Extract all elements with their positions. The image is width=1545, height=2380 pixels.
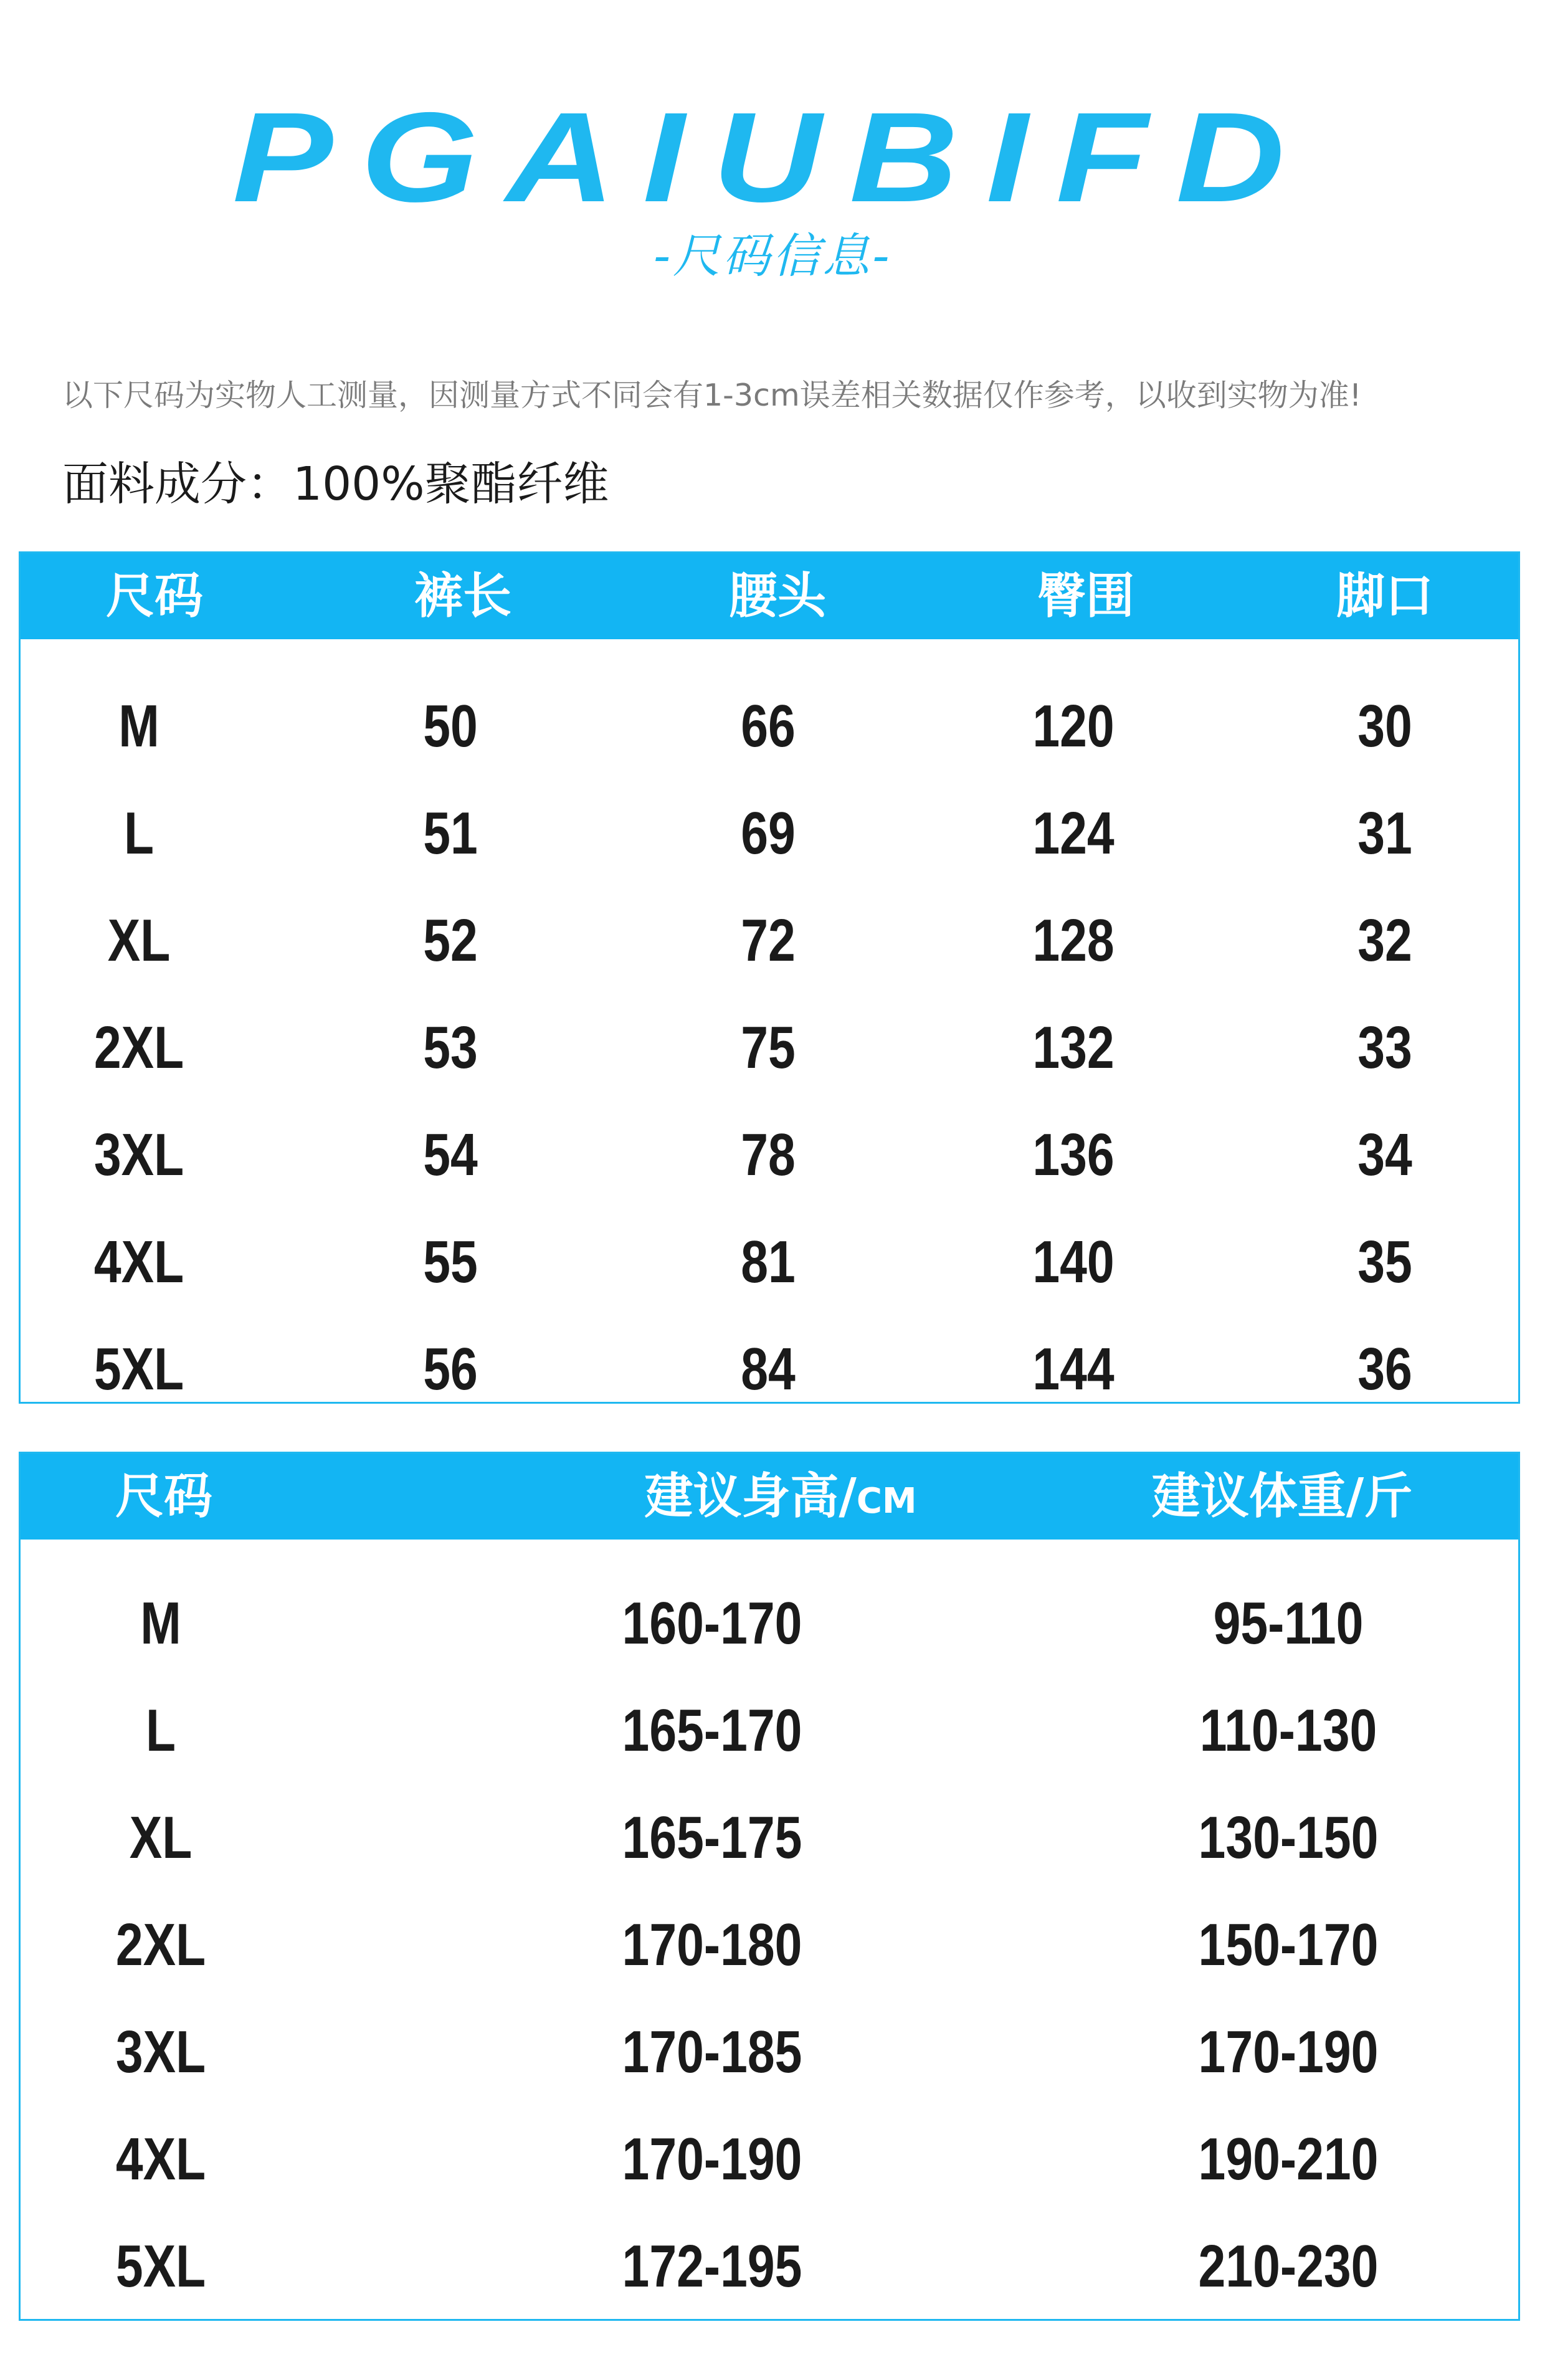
value-cell: 35: [1357, 1229, 1412, 1295]
value-cell: 172-195: [622, 2233, 802, 2300]
size-label-cell: 3XL: [93, 1121, 184, 1188]
size-measurement-table: [19, 551, 1520, 1404]
table-row: [21, 1999, 1518, 2105]
value-cell: 69: [741, 800, 796, 867]
value-cell: 165-170: [622, 1697, 802, 1764]
value-cell: 170-190: [1198, 2019, 1379, 2085]
table-row: [21, 1678, 1518, 1784]
header-height-label: 建议身高/: [644, 1468, 857, 1525]
brand-logo: PGAIUBIFD: [232, 86, 1313, 229]
value-cell: 53: [423, 1014, 478, 1081]
value-cell: 170-185: [622, 2019, 802, 2085]
table-row: [21, 1102, 1518, 1208]
value-cell: 170-190: [622, 2126, 802, 2192]
value-cell: 110-130: [1199, 1697, 1377, 1764]
value-cell: 32: [1357, 907, 1412, 974]
size-label-cell: XL: [107, 907, 171, 974]
value-cell: 34: [1357, 1121, 1412, 1188]
value-cell: 170-180: [622, 1911, 802, 1978]
header-recommended-weight: 建议体重/斤: [1151, 1468, 1413, 1525]
value-cell: 56: [423, 1336, 478, 1402]
value-cell: 150-170: [1198, 1911, 1379, 1978]
size-label-cell: 4XL: [93, 1229, 184, 1295]
table-row: [21, 674, 1518, 779]
header-leg-opening: 脚口: [1336, 568, 1433, 624]
value-cell: 210-230: [1198, 2233, 1379, 2300]
value-cell: 50: [423, 693, 478, 759]
value-cell: 95-110: [1213, 1590, 1364, 1657]
table-header: [21, 1454, 1518, 1540]
size-label-cell: M: [140, 1590, 181, 1657]
table-header: [21, 553, 1518, 639]
size-label-cell: 2XL: [115, 1911, 206, 1978]
table-row: [21, 1571, 1518, 1677]
value-cell: 54: [423, 1121, 478, 1188]
size-label-cell: M: [118, 693, 159, 759]
table-row: [21, 1892, 1518, 1998]
size-label-cell: 2XL: [93, 1014, 184, 1081]
value-cell: 78: [741, 1121, 796, 1188]
table-row: [21, 781, 1518, 887]
header-pants-length: 裤长: [414, 568, 511, 624]
value-cell: 160-170: [622, 1590, 802, 1657]
value-cell: 140: [1032, 1229, 1115, 1295]
value-cell: 36: [1357, 1336, 1412, 1402]
measurement-note: 以下尺码为实物人工测量，因测量方式不同会有1-3cm误差相关数据仅作参考，以收到实物为准!: [62, 378, 1362, 413]
value-cell: 51: [423, 800, 478, 867]
value-cell: 81: [741, 1229, 796, 1295]
value-cell: 55: [423, 1229, 478, 1295]
value-cell: 128: [1032, 907, 1115, 974]
value-cell: 144: [1032, 1336, 1115, 1402]
table-row: [21, 2106, 1518, 2212]
value-cell: 124: [1032, 800, 1115, 867]
size-label-cell: XL: [129, 1804, 193, 1871]
value-cell: 52: [423, 907, 478, 974]
value-cell: 30: [1357, 693, 1412, 759]
table-row: [21, 888, 1518, 994]
table-row: [21, 2214, 1518, 2320]
table-row: [21, 1785, 1518, 1891]
size-label-cell: 5XL: [115, 2233, 206, 2300]
value-cell: 130-150: [1198, 1804, 1379, 1871]
page-subtitle: -尺码信息-: [653, 228, 892, 283]
header-size: 尺码: [115, 1468, 212, 1525]
value-cell: 84: [741, 1336, 796, 1402]
value-cell: 190-210: [1198, 2126, 1379, 2192]
value-cell: 72: [741, 907, 796, 974]
value-cell: 132: [1032, 1014, 1115, 1081]
size-label-cell: 4XL: [115, 2126, 206, 2192]
value-cell: 165-175: [622, 1804, 802, 1871]
size-recommendation-table: [19, 1452, 1520, 2321]
size-label-cell: L: [123, 800, 154, 867]
header-height-unit: CM: [856, 1481, 917, 1521]
size-label-cell: 5XL: [93, 1336, 184, 1402]
table-row: [21, 1316, 1518, 1422]
value-cell: 33: [1357, 1014, 1412, 1081]
table-row: [21, 995, 1518, 1101]
header-recommended-height: [506, 1454, 1055, 1540]
table-row: [21, 1209, 1518, 1315]
header-size: 尺码: [105, 568, 203, 624]
fabric-composition: 面料成分：100%聚酯纤维: [62, 457, 609, 511]
value-cell: 75: [741, 1014, 796, 1081]
header-hip: 臀围: [1037, 568, 1134, 624]
value-cell: 31: [1357, 800, 1412, 867]
header-waist: 腰头: [728, 568, 826, 624]
size-label-cell: L: [145, 1697, 176, 1764]
size-label-cell: 3XL: [115, 2019, 206, 2085]
value-cell: 120: [1032, 693, 1115, 759]
value-cell: 66: [741, 693, 796, 759]
value-cell: 136: [1032, 1121, 1115, 1188]
